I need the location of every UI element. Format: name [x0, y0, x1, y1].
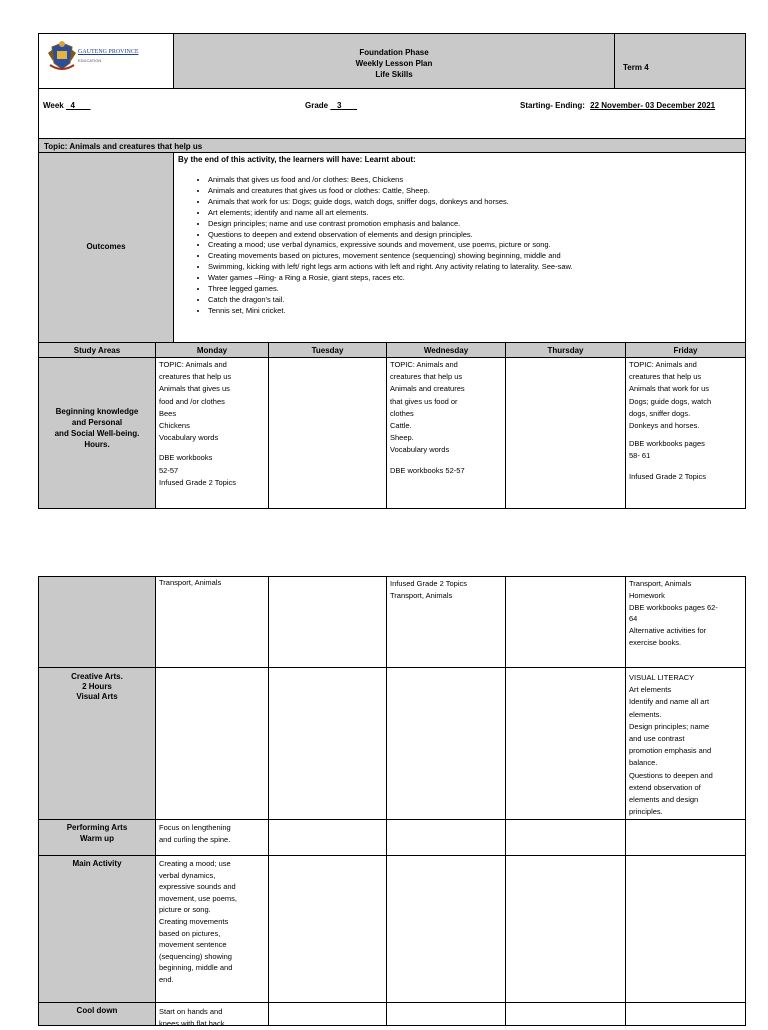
dates-field: [520, 100, 715, 111]
p2-row1-thursday-cell: [505, 576, 626, 668]
outcome-item: • Tennis set, Mini cricket.: [208, 306, 741, 317]
topic-text: Topic: Animals and creatures that help us: [44, 142, 203, 151]
grade-value: 3: [337, 101, 342, 110]
outcome-item: • Animals that gives us food and /or clothes: Bees, Chickens: [208, 175, 741, 186]
week-value: 4: [70, 101, 75, 110]
creative-tuesday-cell: [268, 667, 387, 820]
grade-field: [305, 100, 357, 111]
creative-thursday-cell: [505, 667, 626, 820]
cooldown-thursday-cell: [505, 1002, 626, 1026]
col-head-study-areas: Study Areas: [38, 342, 156, 358]
info-row: [38, 88, 746, 139]
p2-row1-wednesday-cell: Infused Grade 2 Topics Transport, Animals: [386, 576, 506, 668]
main-thursday-cell: [505, 855, 626, 1003]
performing-friday-cell: [625, 819, 746, 856]
title-line2: Weekly Lesson Plan: [355, 59, 433, 68]
performing-monday-cell: Focus on lengthening and curling the spine.: [155, 819, 269, 856]
p2-row1-friday-cell: Transport, Animals Homework DBE workbooks pages 62- 64 Alternative activities for exercise books.: [625, 576, 746, 668]
col-head-tuesday: Tuesday: [268, 342, 387, 358]
p2-row1-monday-cell: Transport, Animals: [155, 576, 269, 668]
outcome-item: • Water games –Ring- a Ring a Rosie, giant steps, races etc.: [208, 273, 741, 284]
outcomes-list: [178, 175, 741, 317]
creative-monday-cell: [155, 667, 269, 820]
p2-row1-label-cell: [38, 576, 156, 668]
cooldown-friday-cell: [625, 1002, 746, 1026]
outcomes-intro: By the end of this activity, the learners will have: Learnt about:: [178, 155, 416, 164]
main-wednesday-cell: [386, 855, 506, 1003]
week-label: Week: [43, 101, 64, 110]
title-line3: Life Skills: [375, 70, 413, 79]
coat-of-arms-icon: [48, 39, 76, 73]
col-head-wednesday: Wednesday: [386, 342, 506, 358]
outcomes-label: Outcomes: [86, 242, 126, 251]
bk-label-cell: Beginning knowledge and Personal and Social Well-being. Hours.: [38, 357, 156, 509]
bk-thursday-cell: [505, 357, 626, 509]
performing-wednesday-cell: [386, 819, 506, 856]
outcomes-label-cell: [38, 152, 174, 343]
term-cell: [614, 33, 746, 89]
cooldown-tuesday-cell: [268, 1002, 387, 1026]
main-monday-cell: Creating a mood; use verbal dynamics, expressive sounds and movement, use poems, picture or song. Creating movements based on pictures, movement sentence (sequencing) showing beginning, middle and end.: [155, 855, 269, 1003]
outcome-item: • Creating movements based on pictures, movement sentence (sequencing) showing beginning, middle and: [208, 251, 741, 262]
logo-subtext: EDUCATION: [78, 58, 102, 63]
main-friday-cell: [625, 855, 746, 1003]
outcome-item: • Catch the dragon's tail.: [208, 295, 741, 306]
creative-label-cell: Creative Arts. 2 Hours Visual Arts: [38, 667, 156, 820]
title-line1: Foundation Phase: [359, 48, 429, 57]
grade-label: Grade: [305, 101, 329, 110]
outcome-item: • Questions to deepen and extend observation of elements and design principles.: [208, 230, 741, 241]
term-label: Term 4: [623, 63, 649, 72]
outcome-item: • Creating a mood; use verbal dynamics, expressive sounds and movement, use poems, picture or song.: [208, 240, 741, 251]
cooldown-label-cell: Cool down: [38, 1002, 156, 1026]
col-head-friday: Friday: [625, 342, 746, 358]
outcome-item: • Art elements; identify and name all art elements.: [208, 208, 741, 219]
cooldown-monday-cell: Start on hands and knees with flat back: [155, 1002, 269, 1026]
main-label-cell: Main Activity: [38, 855, 156, 1003]
logo-text: GAUTENG PROVINCE: [78, 49, 139, 55]
outcome-item: • Three legged games.: [208, 284, 741, 295]
creative-friday-cell: VISUAL LITERACY Art elements Identify and name all art elements. Design principles; name and use contrast promotion emphasis and balance. Questions to deepen and extend observation of elements and design principles.: [625, 667, 746, 820]
performing-label-cell: Performing Arts Warm up: [38, 819, 156, 856]
p2-row1-tuesday-cell: [268, 576, 387, 668]
creative-wednesday-cell: [386, 667, 506, 820]
dates-value: 22 November- 03 December 2021: [590, 101, 716, 110]
logo: [44, 37, 144, 85]
bk-monday-cell: TOPIC: Animals and creatures that help us Animals that gives us food and /or clothes Bees Chickens Vocabulary words DBE workbooks 52-57 Infused Grade 2 Topics: [155, 357, 269, 509]
bk-friday-cell: TOPIC: Animals and creatures that help us Animals that work for us Dogs; guide dogs, watch dogs, sniffer dogs. Donkeys and horses. DBE workbooks pages 58- 61 Infused Grade 2 Topics: [625, 357, 746, 509]
bk-tuesday-cell: [268, 357, 387, 509]
performing-thursday-cell: [505, 819, 626, 856]
bk-wednesday-cell: TOPIC: Animals and creatures that help us Animals and creatures that gives us food or clothes Cattle. Sheep. Vocabulary words DBE workbooks 52-57: [386, 357, 506, 509]
topic-row: [38, 138, 746, 153]
week-field: [43, 100, 90, 111]
col-head-thursday: Thursday: [505, 342, 626, 358]
col-head-monday: Monday: [155, 342, 269, 358]
header-title-cell: [173, 33, 615, 89]
cooldown-wednesday-cell: [386, 1002, 506, 1026]
outcomes-content-cell: [173, 152, 746, 343]
outcome-item: • Animals that work for us: Dogs; guide dogs, watch dogs, sniffer dogs, donkeys and horses.: [208, 197, 741, 208]
dates-label: Starting- Ending:: [520, 101, 585, 110]
main-tuesday-cell: [268, 855, 387, 1003]
outcome-item: • Animals and creatures that gives us food or clothes: Cattle, Sheep.: [208, 186, 741, 197]
outcome-item: • Swimming, kicking with left/ right legs arm actions with left and right. Any activity relating to laterality. See-saw.: [208, 262, 741, 273]
outcome-item: • Design principles; name and use contrast promotion emphasis and balance.: [208, 219, 741, 230]
performing-tuesday-cell: [268, 819, 387, 856]
